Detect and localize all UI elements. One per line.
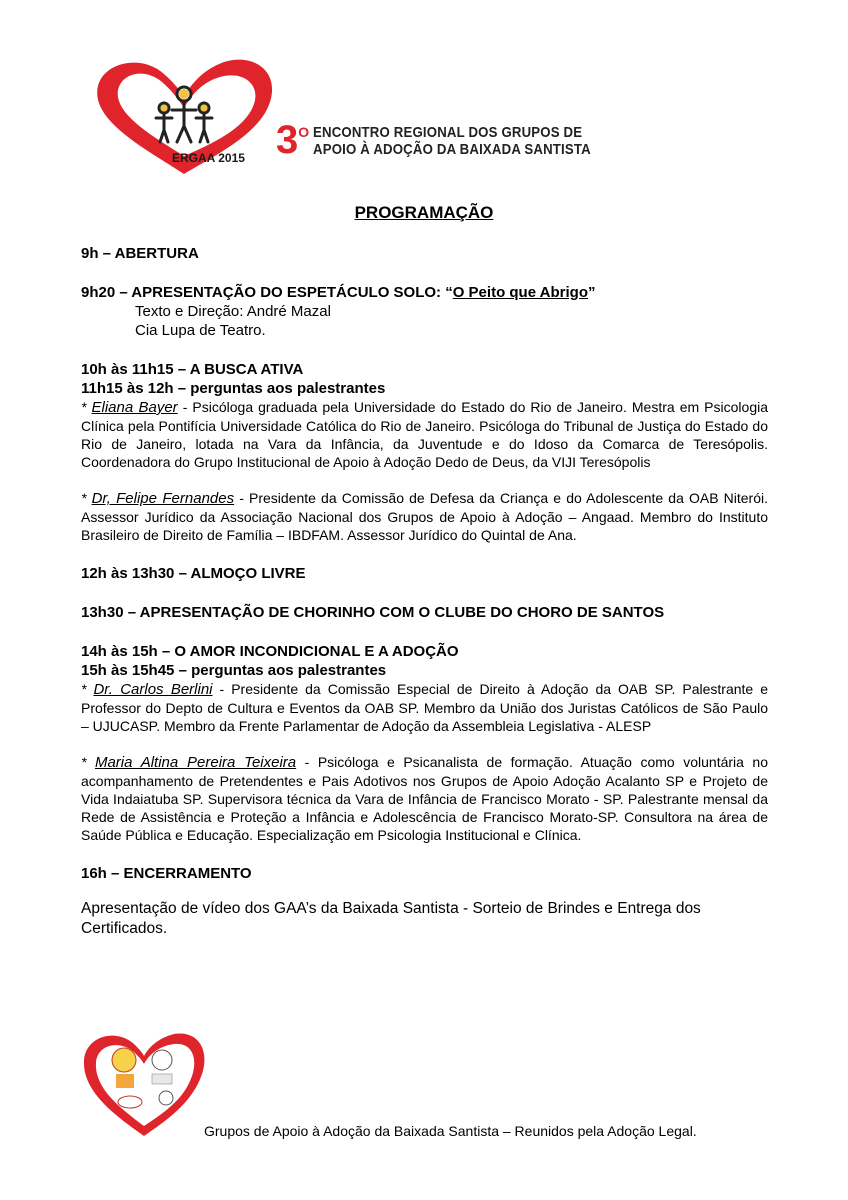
- section-chorinho-heading: 13h30 – APRESENTAÇÃO DE CHORINHO COM O CLUBE DO CHORO DE SANTOS: [81, 604, 665, 621]
- speaker-description: - Presidente da Comissão de Defesa da Criança e do Adolescente da OAB Niterói. Assessor Jurídico da Associação Nacional dos Grupos de Apoio à Adoção – Angaad. Membro do Instituto Brasileiro de Direito de Família – IBDFAM. Assessor Jurídico do Quintal de Ana.: [81, 490, 769, 543]
- section-busca-heading: 10h às 11h15 – A BUSCA ATIVA: [81, 361, 304, 378]
- speaker-bio-maria: [81, 753, 768, 844]
- logo-badge-text: ERGAA 2015: [172, 151, 245, 165]
- section-opening-heading: 9h – ABERTURA: [81, 245, 199, 262]
- section-amor-heading: 14h às 15h – O AMOR INCONDICIONAL E A ADOÇÃO: [81, 643, 459, 660]
- event-line-1: ENCONTRO REGIONAL DOS GRUPOS DE: [313, 124, 583, 141]
- page-title: PROGRAMAÇÃO: [354, 203, 494, 222]
- bullet-star: *: [81, 681, 94, 697]
- event-name: [313, 124, 591, 158]
- show-title-link[interactable]: O Peito que Abrigo: [452, 284, 588, 301]
- speaker-name: Eliana Bayer: [91, 399, 178, 416]
- closing-description: Apresentação de vídeo dos GAA’s da Baixada Santista - Sorteio de Brindes e Entrega dos Certificados.: [81, 899, 701, 937]
- show-credits-line-1: Texto e Direção: André Mazal: [135, 303, 331, 320]
- event-line-2: APOIO À ADOÇÃO DA BAIXADA SANTISTA: [313, 141, 591, 158]
- speaker-name: Dr, Felipe Fernandes: [91, 490, 235, 507]
- section-show-heading: [81, 283, 768, 302]
- program-content: [81, 244, 768, 954]
- speaker-bio-carlos: [81, 680, 768, 735]
- section-lunch-heading: 12h às 13h30 – ALMOÇO LIVRE: [81, 565, 306, 582]
- footer-heart-logo: [80, 1030, 208, 1138]
- footer-text: Grupos de Apoio à Adoção da Baixada Santista – Reunidos pela Adoção Legal.: [204, 1123, 697, 1139]
- show-heading-pre: 9h20 – APRESENTAÇÃO DO ESPETÁCULO SOLO: “: [81, 284, 453, 301]
- section-closing-heading: 16h – ENCERRAMENTO: [81, 865, 252, 882]
- bullet-star: *: [81, 754, 95, 770]
- ordinal-suffix: O: [298, 124, 310, 140]
- speaker-description: - Presidente da Comissão Especial de Direito à Adoção da OAB SP. Palestrante e Professor do Depto de Cultura e Eventos da OAB SP. Membro da União dos Juristas Católicos de São Paulo – UJUCASP. Membro da Frente Parlamentar de Adoção da Assembleia Legislativa - ALESP: [81, 681, 768, 734]
- section-busca-questions: 11h15 às 12h – perguntas aos palestrantes: [81, 380, 386, 397]
- speaker-name: Dr. Carlos Berlini: [93, 681, 213, 698]
- speaker-name: Maria Altina Pereira Teixeira: [94, 754, 297, 771]
- speaker-bio-felipe: [81, 489, 768, 544]
- ordinal-number: 3: [276, 118, 299, 162]
- event-title: [276, 120, 629, 160]
- speaker-description: - Psicóloga e Psicanalista de formação. Atuação como voluntária no acompanhamento de Pretendentes e Pais Adotivos nos Grupos de Apoio Adoção Acalanto SP e Projeto de Vida Indaiatuba SP. Supervisora técnica da Vara de Infância de Francisco Morato - SP. Palestrante mensal da Rede de Assistência e Proteção a Infância e Adolescência de Francisco Morato-SP. Consultora na área de Saúde Pública e Educação. Especialização em Psicologia Institucional e Clínica.: [81, 754, 769, 843]
- speaker-bio-eliana: [81, 398, 768, 471]
- speaker-description: - Psicóloga graduada pela Universidade do Estado do Rio de Janeiro. Mestra em Psicologia Clínica pela Pontifícia Universidade Católica do Rio de Janeiro. Psicóloga do Tribunal de Justiça do Estado do Rio de Janeiro, lotada na Vara da Infância, da Juventude e do Idoso da Comarca de Teresópolis. Coordenadora do Grupo Institucional de Apoio à Adoção Dedo de Deus, da VIJI Teresópolis: [81, 399, 768, 470]
- section-amor-questions: 15h às 15h45 – perguntas aos palestrantes: [81, 662, 387, 679]
- show-heading-post: ”: [588, 284, 596, 301]
- show-credits-line-2: Cia Lupa de Teatro.: [135, 322, 266, 339]
- bullet-star: *: [81, 490, 92, 506]
- bullet-star: *: [81, 399, 92, 415]
